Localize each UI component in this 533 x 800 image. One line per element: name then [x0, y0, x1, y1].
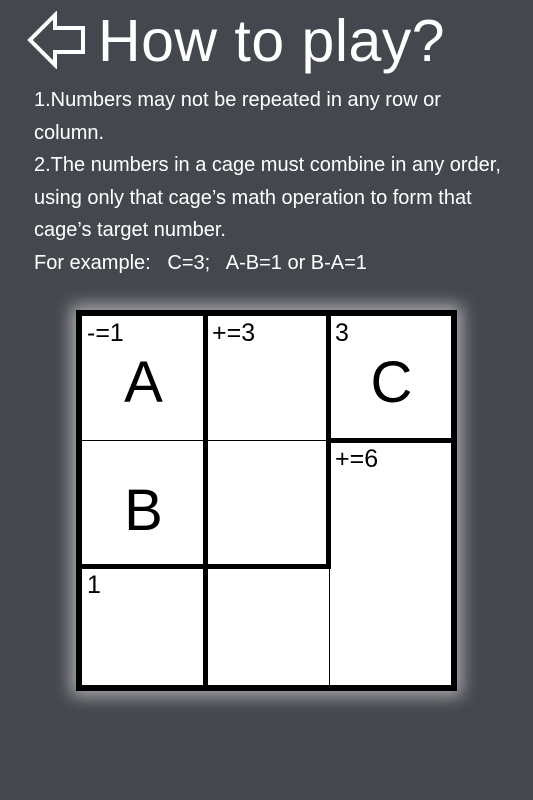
- board-cell-r2c3: [330, 442, 453, 565]
- board-cell-r2c2: [207, 442, 330, 565]
- cell-letter: A: [124, 350, 163, 415]
- instructions: [34, 84, 504, 279]
- grid-line: [329, 569, 330, 685]
- cage-clue: +=3: [212, 319, 256, 347]
- example-text: For example: C=3; A-B=1 or B-A=1: [34, 251, 367, 274]
- board-cell-r2c1: [82, 442, 205, 565]
- grid-line: [82, 440, 207, 441]
- rule-2: 2.The numbers in a cage must combine in any order, using only that cage’s math operation to form that cage’s target number.: [34, 154, 501, 241]
- grid-line: [207, 440, 330, 441]
- header: [0, 0, 533, 80]
- board-cell-r3c2: [207, 568, 330, 691]
- cell-letter: C: [370, 350, 413, 415]
- cell-letter: B: [124, 478, 163, 543]
- board-cell-r1c2: [207, 316, 330, 439]
- example-board-frame: [76, 310, 457, 691]
- cage-clue: 1: [87, 571, 101, 599]
- example-board: [76, 310, 457, 691]
- cage-clue: +=6: [335, 445, 379, 473]
- cage-border: [203, 316, 208, 685]
- board-cell-r1c1: [82, 316, 205, 439]
- cage-border: [326, 438, 451, 443]
- board-cell-r3c3: [330, 568, 453, 691]
- board-cell-r1c3: [330, 316, 453, 439]
- cage-clue: 3: [335, 319, 349, 347]
- rule-1: 1.Numbers may not be repeated in any row or column.: [34, 89, 441, 144]
- cage-clue: -=1: [87, 319, 124, 347]
- page-title: How to play?: [98, 8, 446, 74]
- cage-border: [82, 564, 331, 569]
- arrow-left-outline-icon: [26, 11, 88, 69]
- back-button[interactable]: [26, 11, 88, 69]
- board-cell-r3c1: [82, 568, 205, 691]
